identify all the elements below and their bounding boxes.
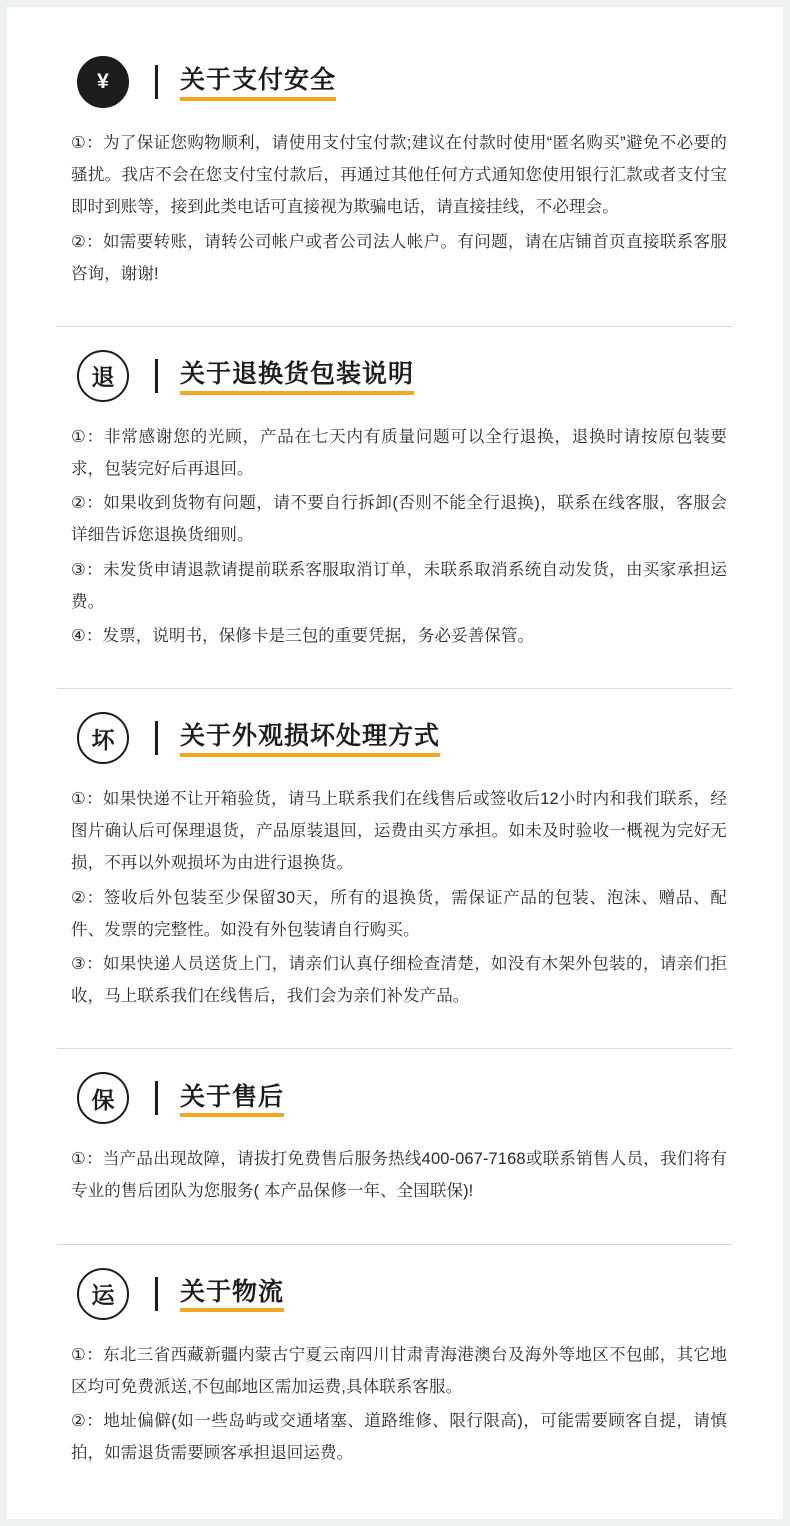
section-payment-safety <box>53 33 737 327</box>
header-divider <box>155 359 158 393</box>
section-body <box>53 1339 737 1480</box>
list-item: ④：发票，说明书，保修卡是三包的重要凭据，务必妥善保管。 <box>71 626 535 645</box>
list-item: ①：非常感谢您的光顾，产品在七天内有质量问题可以全行退换，退换时请按原包装要求，包装完好后再退回。 <box>71 427 727 479</box>
list-item: ②：如果收到货物有问题，请不要自行拆卸(否则不能全行退换)，联系在线客服，客服会详细告诉您退换货细则。 <box>71 494 727 545</box>
return-icon: 退 <box>77 350 129 402</box>
list-item: ①：如果快递不让开箱验货，请马上联系我们在线售后或签收后12小时内和我们联系，经图片确认后可保理退货，产品原装退回，运费由买方承担。如未及时验收一概视为完好无损，不再以外观损坏为由进行退换货。 <box>71 790 727 873</box>
list-item: ①：当产品出现故障，请拔打免费售后服务热线400-067-7168或联系销售人员，我们将有专业的售后团队为您服务( 本产品保修一年、全国联保)! <box>71 1150 727 1201</box>
section-body <box>53 783 737 1022</box>
section-title: 关于物流 <box>180 1279 284 1309</box>
section-body <box>53 421 737 662</box>
section-logistics <box>53 1245 737 1480</box>
damage-icon: 坏 <box>77 712 129 764</box>
section-return-packaging <box>53 327 737 689</box>
yen-icon: ¥ <box>77 56 129 108</box>
section-header <box>53 51 737 113</box>
section-header <box>53 1067 737 1129</box>
section-body <box>53 127 737 300</box>
section-title: 关于外观损坏处理方式 <box>180 723 440 753</box>
header-divider <box>155 1081 158 1115</box>
list-item: ③：未发货申请退款请提前联系客服取消订单，未联系取消系统自动发货，由买家承担运费。 <box>71 560 727 611</box>
list-item: ③：如果快递人员送货上门，请亲们认真仔细检查清楚，如没有木架外包装的，请亲们拒收，马上联系我们在线售后，我们会为亲们补发产品。 <box>71 954 727 1006</box>
header-divider <box>155 1277 158 1311</box>
warranty-icon: 保 <box>77 1072 129 1124</box>
section-title: 关于支付安全 <box>180 67 336 97</box>
section-after-sales <box>53 1049 737 1244</box>
section-header <box>53 345 737 407</box>
section-title: 关于退换货包装说明 <box>180 361 414 391</box>
header-divider <box>155 65 158 99</box>
list-item: ②：如需要转账，请转公司帐户或者公司法人帐户。有问题，请在店铺首页直接联系客服咨询，谢谢! <box>71 232 727 283</box>
section-body <box>53 1143 737 1217</box>
header-divider <box>155 721 158 755</box>
section-header <box>53 1263 737 1325</box>
list-item: ①：东北三省西藏新疆内蒙古宁夏云南四川甘肃青海港澳台及海外等地区不包邮，其它地区均可免费派送,不包邮地区需加运费,具体联系客服。 <box>71 1345 727 1396</box>
section-damage-handling <box>53 689 737 1049</box>
shipping-icon: 运 <box>77 1268 129 1320</box>
section-title: 关于售后 <box>180 1084 284 1114</box>
list-item: ②：签收后外包装至少保留30天，所有的退换货，需保证产品的包装、泡沫、赠品、配件、发票的完整性。如没有外包装请自行购买。 <box>71 888 727 939</box>
section-header <box>53 707 737 769</box>
list-item: ①：为了保证您购物顺利，请使用支付宝付款;建议在付款时使用“匿名购买”避免不必要的骚扰。我店不会在您支付宝付款后，再通过其他任何方式通知您使用银行汇款或者支付宝即时到账等，接到此类电话可直接视为欺骗电话，请直接挂线，不必理会。 <box>71 134 727 217</box>
list-item: ②：地址偏僻(如一些岛屿或交通堵塞、道路维修、限行限高)，可能需要顾客自提，请慎拍，如需退货需要顾客承担退回运费。 <box>71 1411 727 1463</box>
